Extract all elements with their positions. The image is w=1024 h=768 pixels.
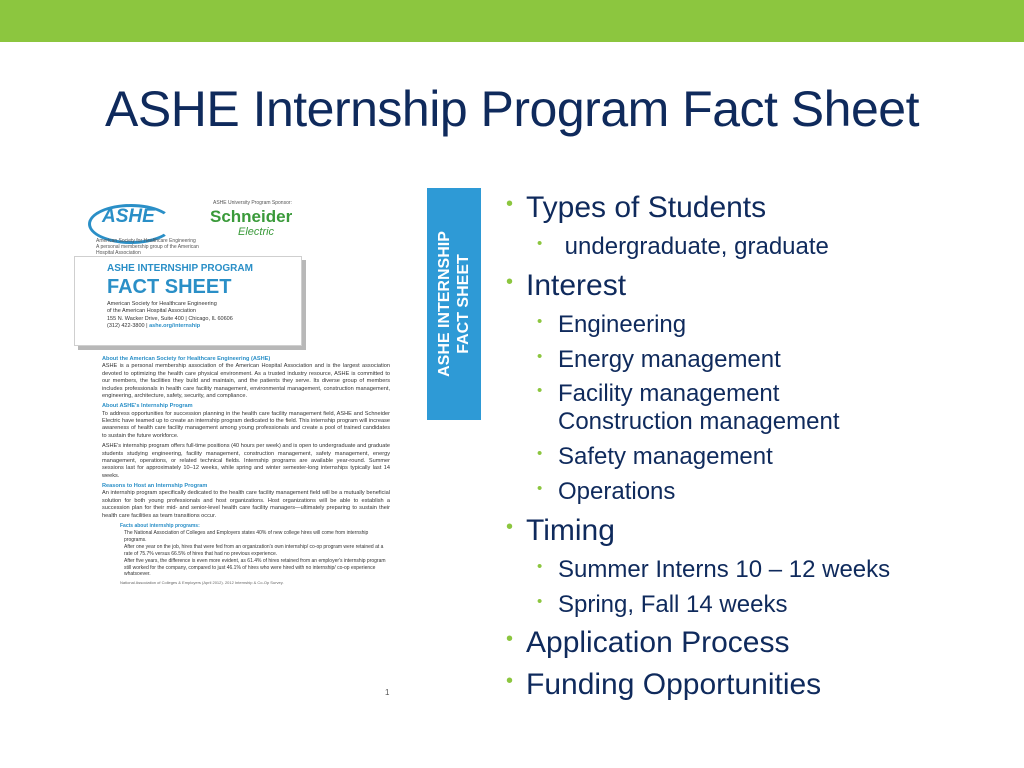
side-tab-text [435,189,473,419]
bullet-funding-opportunities: • Funding Opportunities [506,667,1006,703]
sub-bullet [506,233,1006,261]
fact-item: After five years, the difference is even more evident, as 61.4% of hires retained from an employer's internship program still worked for the company, compared to just 46.1% of hires who were hired with no internship/ co-op experience whatsoever. [124,558,386,578]
sub-bullet [506,380,1006,436]
fact-sheet-body [102,353,390,585]
facts-list [102,530,390,578]
fact-sheet-side-tab [427,188,481,420]
section-paragraph: ASHE is a personal membership association of the American Hospital Association and is the largest association devoted to optimizing the health care physical environment. As a trusted industry resource, ASHE is committed to our members, the facilities they build and maintain, and the patients they serve. Its diverse group of members includes professionals in health care facility management, environmental management, construction management, engineering, architecture, safety, security, and compliance. [102,363,390,399]
bullet-interest: • Interest [506,268,1006,304]
phone: (312) 422-3800 | [107,323,148,330]
side-tab-line: ASHE INTERNSHIP [435,231,453,377]
bullet-types-of-students: • Types of Students [506,190,1006,226]
ashe-tagline-line: American Society for Healthcare Engineering [96,238,196,244]
fact-item: After one year on the job, hires that were fed from an organization's own internship/ co-op program were retained at a rate of 75.7% versus 66.5% of hires that had no previous experience. [124,544,384,557]
ashe-logo-tagline [96,238,206,256]
fact-item: The National Association of Colleges and Employers states 40% of new college hires will come from internship programs. [124,530,369,543]
section-heading: About ASHE's Internship Program [102,403,193,410]
sub-bullet: • Operations [506,478,1006,506]
sub-bullet-text: • Facility management [558,380,780,408]
sponsor-label: ASHE University Program Sponsor: [213,200,292,206]
bullet-list [506,188,1006,703]
fact-sheet-image [70,190,460,710]
ashe-logo-text: ASHE [102,206,155,227]
sub-bullet-continuation: Construction management [558,408,840,436]
ashe-subtagline-line: A personal membership group of the American Hospital Association [96,244,199,256]
sub-bullet: • Engineering [506,311,1006,339]
section-paragraph: An internship program specifically dedicated to the health care facility management field will be a mutually beneficial solution for both young professionals and host organizations. Host organizations will be able to establish a succession plan for their mid- and senior-level health care facility managers—ultimately preparing to sustain their health care facilities as team transitions occur. [102,490,390,519]
address-line: 155 N. Wacker Drive, Suite 400 | Chicago, IL 60606 [107,315,233,322]
schneider-logo-sub: Electric [238,226,275,238]
fact-sheet-header-box [74,256,302,346]
section-heading: About the American Society for Healthcare Engineering (ASHE) [102,356,271,362]
website-link: ashe.org/internship [149,323,201,330]
fact-sheet-address [107,301,297,331]
sub-bullets [506,556,1006,619]
sub-bullet: • Safety management [506,443,1006,471]
address-line: American Society for Healthcare Engineering [107,301,217,307]
facts-heading: Facts about internship programs: [120,522,200,529]
page-number: 1 [385,688,390,697]
contact-line [107,323,297,330]
address-line: of the American Hospital Association [107,308,196,315]
top-accent-bar [0,0,1024,42]
slide-title: ASHE Internship Program Fact Sheet [105,81,919,137]
facts-footnote: National Association of Colleges & Employers (April 2012). 2012 Internship & Co-Op Survey. [120,579,284,585]
sub-bullet-text: undergraduate, graduate [564,233,829,260]
sub-bullet: • Energy management [506,346,1006,374]
bullet-timing: • Timing [506,513,1006,549]
logo-row [88,198,408,258]
bullet-application-process: • Application Process [506,625,1006,661]
section-paragraph: ASHE's internship program offers full-time positions (40 hours per week) and is open to undergraduate and graduate students studying engineering, facility management, construction management, safety management, energy management, operations, or related technical fields. Internship programs are available year-round. Summer sessions last for approximately 10–12 weeks, while spring and winter semester-long internships typically last 14 weeks. [102,443,390,479]
section-heading: Reasons to Host an Internship Program [102,483,208,489]
ashe-logo [88,198,199,256]
schneider-logo: Schneider [210,207,293,226]
sub-bullet: • Summer Interns 10 – 12 weeks [506,556,1006,584]
fact-sheet-kicker: ASHE INTERNSHIP PROGRAM [107,263,253,274]
sub-bullets [506,233,1006,261]
sub-bullet: • Spring, Fall 14 weeks [506,591,1006,619]
fact-sheet-heading: FACT SHEET [107,276,232,298]
section-paragraph: To address opportunities for succession planning in the health care facility management field, ASHE and Schneider Electric have teamed up to create an internship program dedicated to the field. This internship program will increase awareness of health care facility management among young professionals and create a pool of trained candidates to sustain the future workforce. [102,410,390,439]
sub-bullets [506,311,1006,506]
side-tab-line: FACT SHEET [455,254,472,354]
